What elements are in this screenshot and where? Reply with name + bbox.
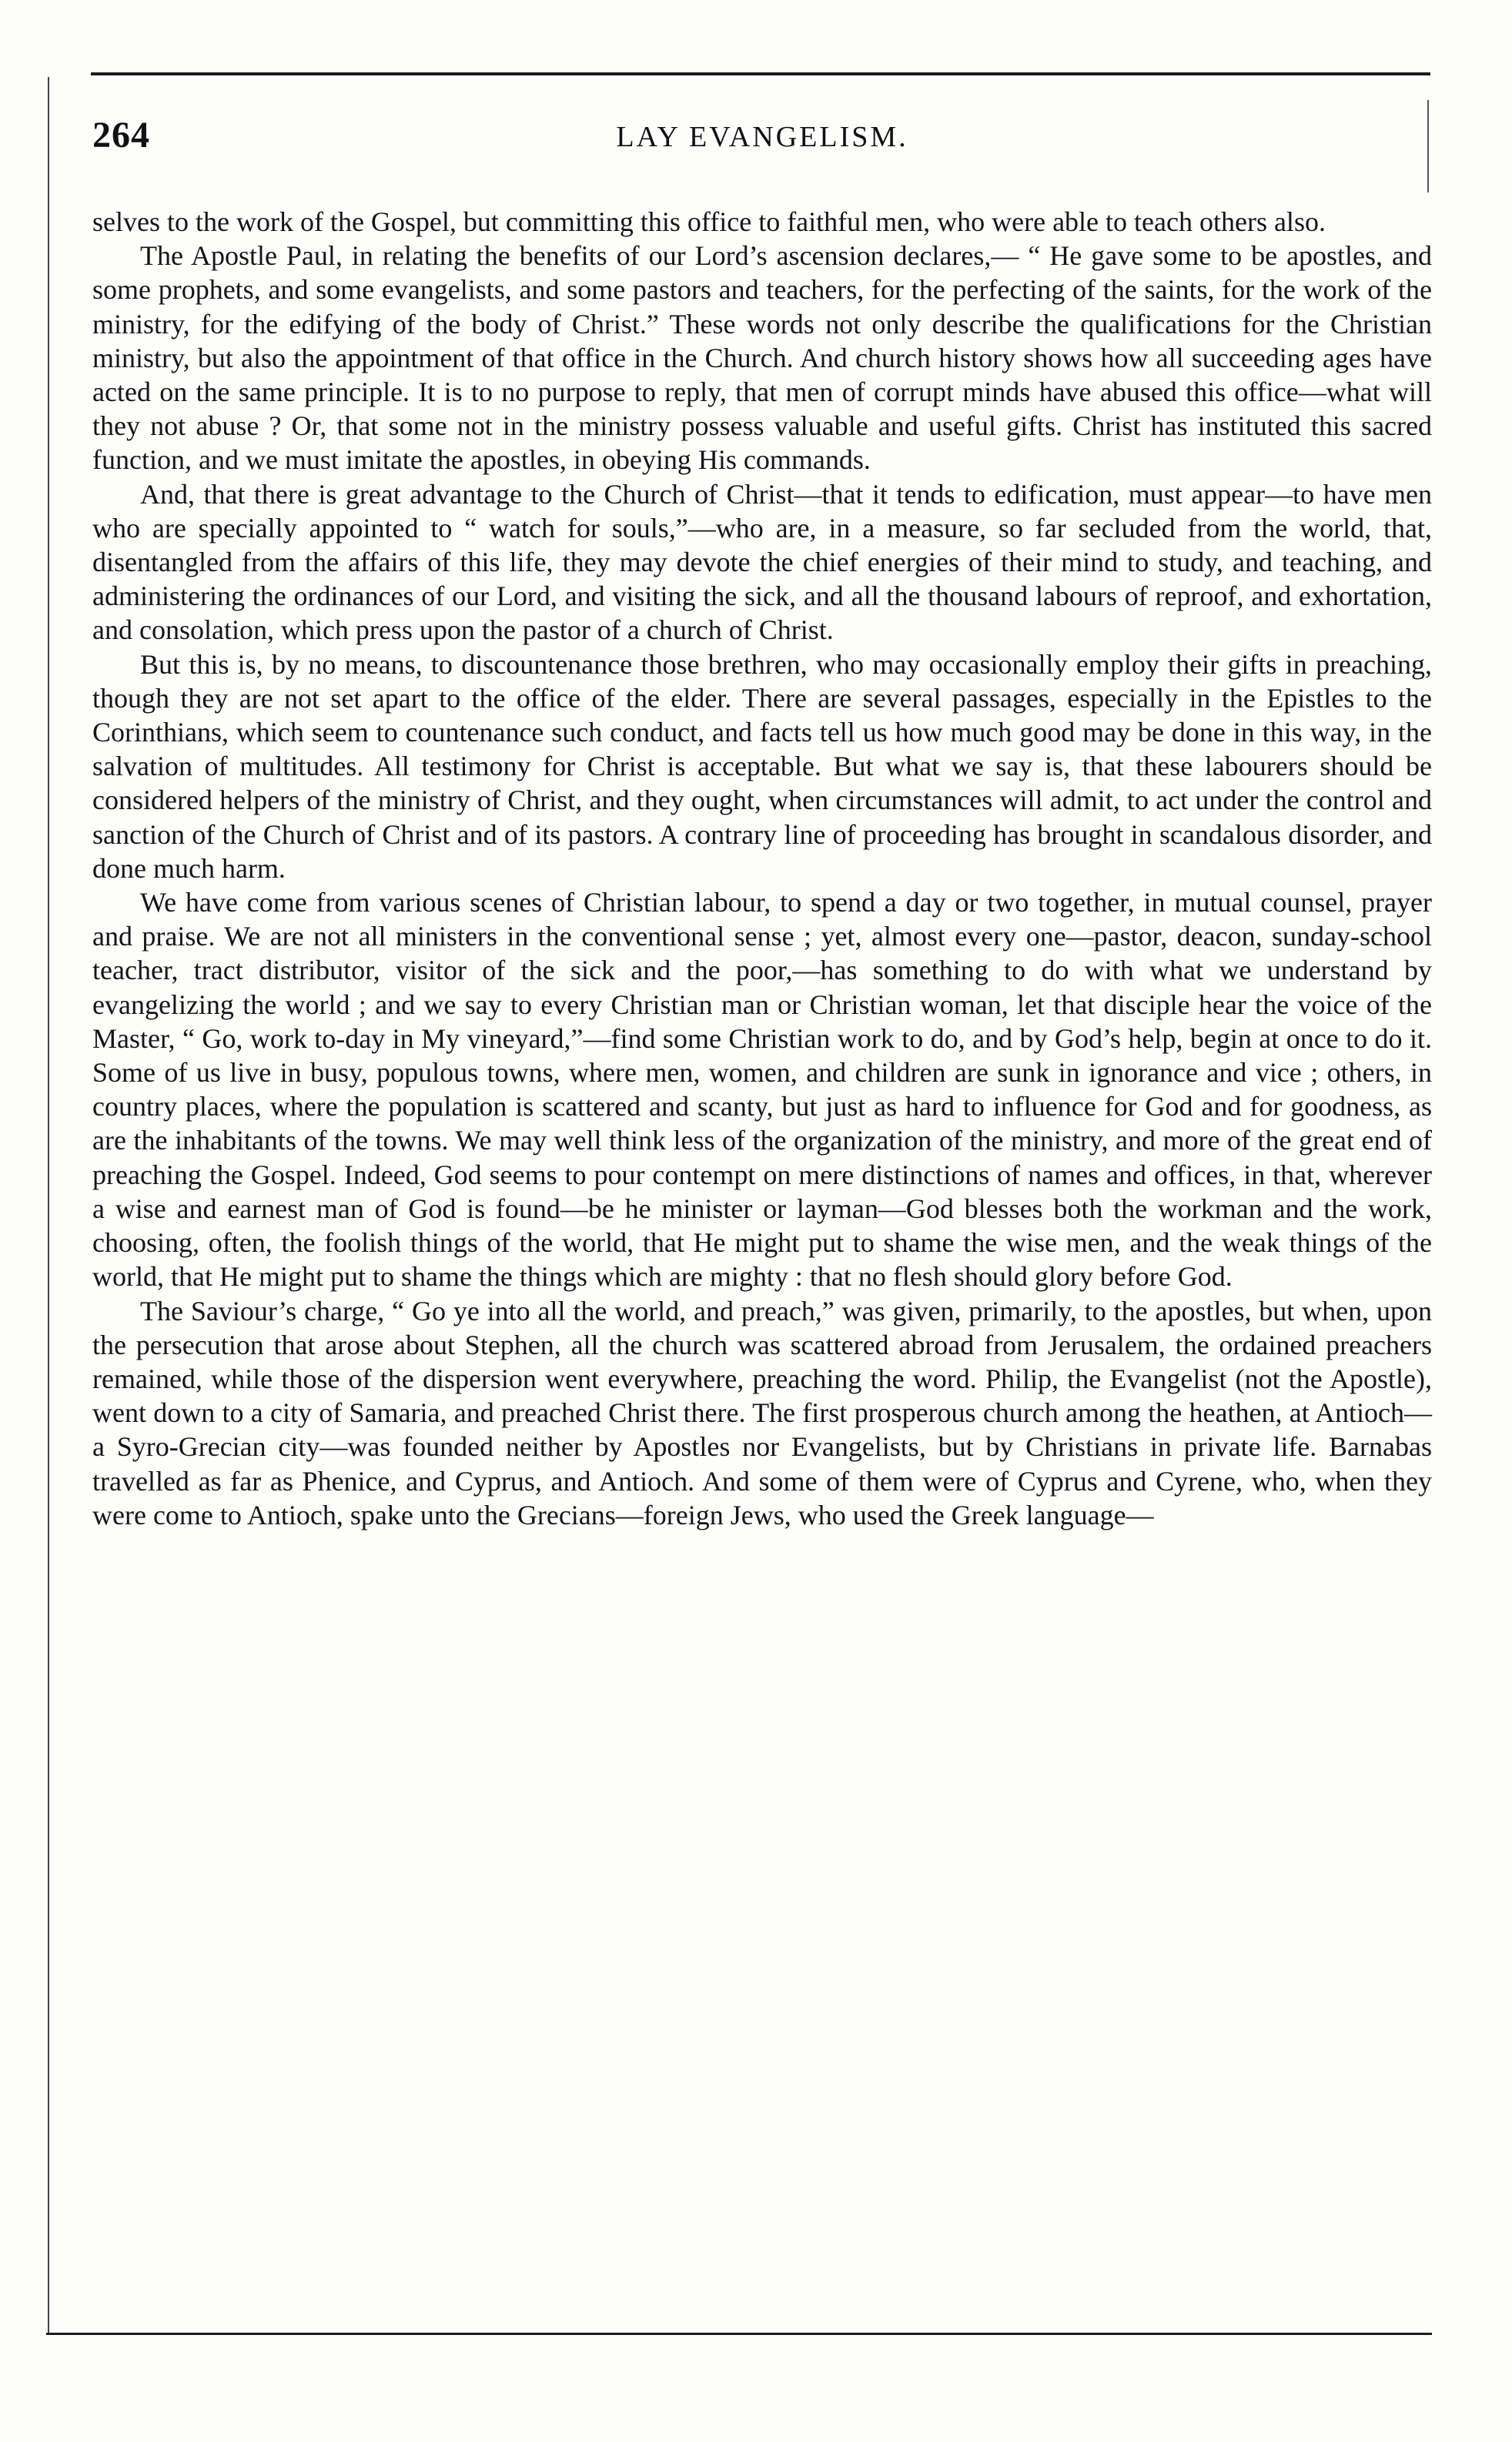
paragraph: selves to the work of the Gospel, but committing this office to faithful men, who were able to teach others also. — [92, 206, 1326, 237]
paragraph: We have come from various scenes of Christian labour, to spend a day or two together, in mutual counsel, prayer and praise. We are not all ministers in the conventional sense ; yet, almost every one—pastor, deacon, sunday-school teacher, tract distributor, visitor of the sick and the poor,—has something to do with what we understand by evangelizing the world ; and we say to every Christian man or Christian woman, let that disciple hear the voice of the Master, “ Go, work to-day in My vineyard,”—find some Christian work to do, and by God’s help, begin at once to do it. Some of us live in busy, populous towns, where men, women, and children are sunk in ignorance and vice ; others, in country places, where the population is scattered and scanty, but just as hard to influence for God and for goodness, as are the inhabitants of the towns. We may well think less of the organization of the ministry, and more of the great end of preaching the Gospel. Indeed, God seems to pour contempt on mere distinctions of names and offices, in that, wherever a wise and earnest man of God is found—be he minister or layman—God blesses both the workman and the work, choosing, often, the foolish things of the world, that He might put to shame the wise men, and the weak things of the world, that He might put to shame the things which are mighty : that no flesh should glory before God. — [92, 887, 1432, 1293]
paragraph: But this is, by no means, to discountenance those brethren, who may occasionally employ their gifts in preaching, though they are not set apart to the office of the elder. There are several passages, especially in the Epistles to the Corinthians, which seem to countenance such conduct, and facts tell us how much good may be done in this way, in the salvation of multitudes. All testimony for Christ is acceptable. But what we say is, that these labourers should be considered helpers of the ministry of Christ, and they ought, when circumstances will admit, to act under the control and sanction of the Church of Christ and of its pastors. A contrary line of proceeding has brought in scandalous disorder, and done much harm. — [92, 648, 1432, 884]
left-margin-line — [48, 77, 49, 2333]
top-rule — [91, 72, 1430, 75]
running-head: LAY EVANGELISM. — [616, 121, 908, 153]
page-header — [92, 114, 1432, 168]
page-number: 264 — [92, 115, 150, 156]
bottom-rule — [46, 2333, 1432, 2335]
paragraph: And, that there is great advantage to the Church of Christ—that it tends to edification, must appear—to have men who are specially appointed to “ watch for souls,”—who are, in a measure, so far secluded from the world, that, disentangled from the affairs of this life, they may devote the chief energies of their mind to study, and teaching, and administering the ordinances of our Lord, and visiting the sick, and all the thousand labours of reproof, and exhortation, and consolation, which press upon the pastor of a church of Christ. — [92, 478, 1432, 646]
paragraph: The Apostle Paul, in relating the benefits of our Lord’s ascension declares,— “ He gave some to be apostles, and some prophets, and some evangelists, and some pastors and teachers, for the perfecting of the saints, for the work of the ministry, for the edifying of the body of Christ.” These words not only describe the qualifications for the Christian ministry, but also the appointment of that office in the Church. And church history shows how all succeeding ages have acted on the same principle. It is to no purpose to reply, that men of corrupt minds have abused this office—what will they not abuse ? Or, that some not in the ministry possess valuable and useful gifts. Christ has instituted this sacred function, and we must imitate the apostles, in obeying His commands. — [92, 240, 1432, 476]
body-text — [92, 205, 1432, 1532]
paragraph: The Saviour’s charge, “ Go ye into all the world, and preach,” was given, primarily, to the apostles, but when, upon the persecution that arose about Stephen, all the church was scattered abroad from Jerusalem, the ordained preachers remained, while those of the dispersion went everywhere, preaching the word. Philip, the Evangelist (not the Apostle), went down to a city of Samaria, and preached Christ there. The first prosperous church among the heathen, at Antioch—a Syro-Grecian city—was founded neither by Apostles nor Evangelists, but by Christians in private life. Barnabas travelled as far as Phenice, and Cyprus, and Antioch. And some of them were of Cyprus and Cyrene, who, when they were come to Antioch, spake unto the Grecians—foreign Jews, who used the Greek language— — [92, 1295, 1432, 1530]
